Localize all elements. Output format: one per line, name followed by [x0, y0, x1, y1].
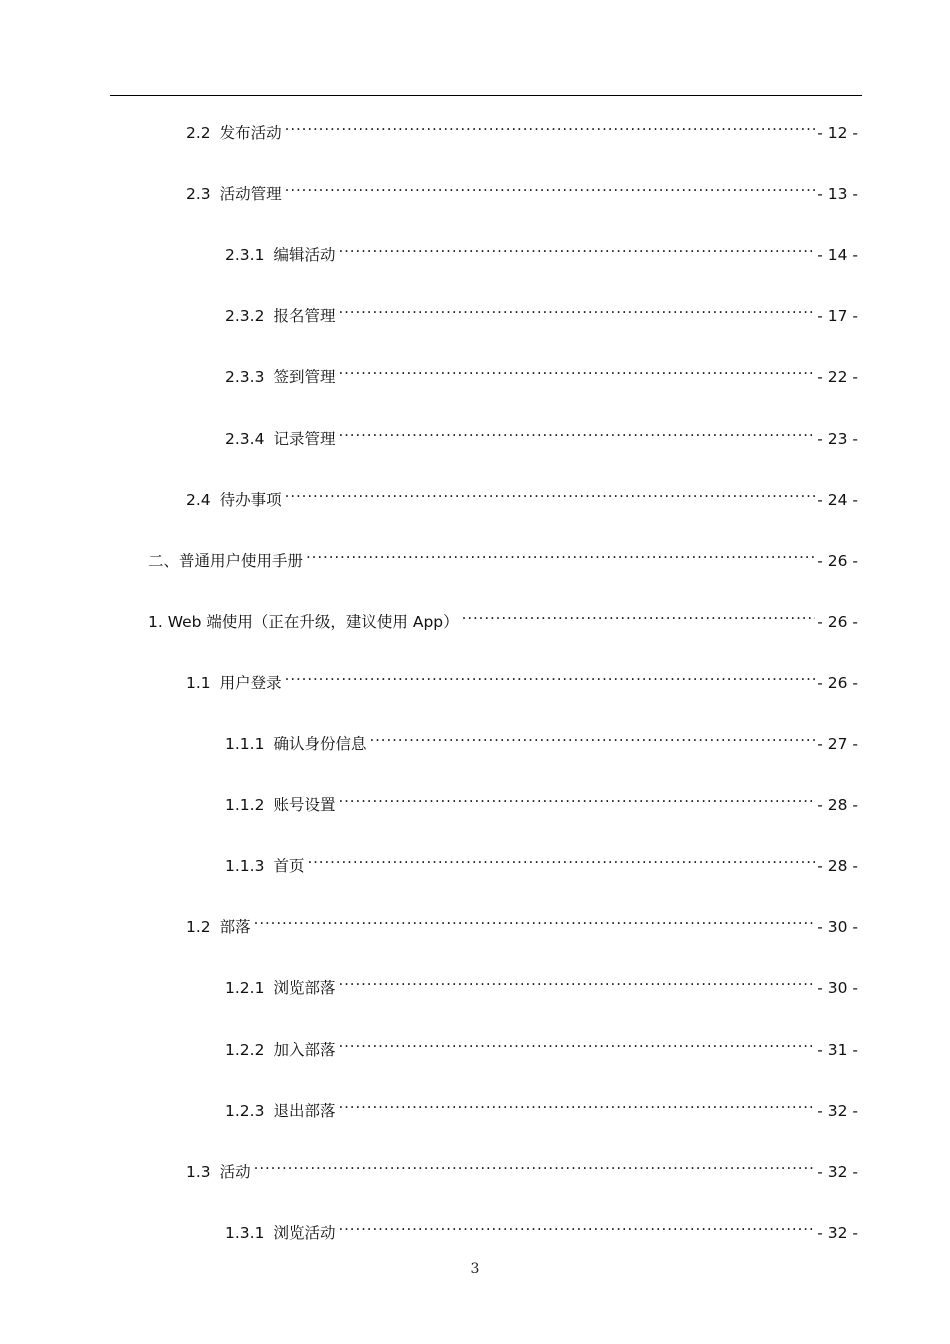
toc-entry-page: - 28 - [817, 796, 858, 814]
toc-entry-number: 1.2 [186, 918, 211, 936]
toc-entry-number: 2.4 [186, 491, 211, 509]
toc-entry-title: 首页 [273, 857, 305, 875]
toc-entry-number: 2.3 [186, 185, 211, 203]
dot-leader [285, 664, 816, 688]
toc-entry-page: - 23 - [817, 430, 858, 448]
toc-entry-title: 签到管理 [273, 368, 336, 386]
toc-entry[interactable] [225, 969, 858, 997]
toc-entry-number: 1.3 [186, 1163, 211, 1181]
toc-entry-title: 部落 [219, 918, 251, 936]
toc-entry[interactable] [225, 236, 858, 264]
toc-entry[interactable] [225, 1214, 858, 1242]
page-number: 3 [470, 1261, 480, 1277]
toc-entry-number: 2.3.2 [225, 307, 265, 325]
toc-entry-number: 1.1.2 [225, 796, 265, 814]
dot-leader [306, 542, 815, 566]
dot-leader [338, 1092, 815, 1116]
toc-entry-number: 2.3.4 [225, 430, 265, 448]
toc-entry-page: - 12 - [817, 124, 858, 142]
dot-leader [285, 175, 816, 199]
toc-entry-page: - 22 - [817, 368, 858, 386]
toc-entry-title: 用户登录 [219, 674, 282, 692]
toc-entry-page: - 30 - [817, 979, 858, 997]
toc-entry-page: - 30 - [817, 918, 858, 936]
toc-entry[interactable] [225, 420, 858, 448]
toc-entry-number: 1.2.1 [225, 979, 265, 997]
toc-entry-page: - 32 - [817, 1224, 858, 1242]
toc-entry[interactable] [186, 481, 858, 509]
toc-entry-number: 1.2.2 [225, 1041, 265, 1059]
toc-entry-title: 记录管理 [273, 430, 336, 448]
dot-leader [285, 481, 816, 505]
toc-entry-number: 1.1.1 [225, 735, 265, 753]
toc-entry-title: 浏览活动 [273, 1224, 336, 1242]
toc-entry-title: 发布活动 [219, 124, 282, 142]
dot-leader [338, 236, 815, 260]
dot-leader [338, 969, 815, 993]
toc-entry-title: 退出部落 [273, 1102, 336, 1120]
toc-entry-page: - 17 - [817, 307, 858, 325]
toc-entry[interactable] [186, 175, 858, 203]
toc-entry-number: 1.2.3 [225, 1102, 265, 1120]
toc-entry-page: - 24 - [817, 491, 858, 509]
toc-entry-title: 待办事项 [219, 491, 282, 509]
dot-leader [338, 786, 815, 810]
toc-entry[interactable] [225, 1092, 858, 1120]
dot-leader [254, 1153, 816, 1177]
toc-entry-page: - 26 - [817, 552, 858, 570]
toc-entry-page: - 31 - [817, 1041, 858, 1059]
toc-entry-number: 2.3.1 [225, 246, 265, 264]
toc-entry-title: 活动管理 [219, 185, 282, 203]
toc-entry-title: 账号设置 [273, 796, 336, 814]
toc-entry-page: - 32 - [817, 1163, 858, 1181]
dot-leader [338, 1031, 815, 1055]
toc-entry-title: 加入部落 [273, 1041, 336, 1059]
toc-entry-number: 2.3.3 [225, 368, 265, 386]
toc-entry-title: 编辑活动 [273, 246, 336, 264]
toc-entry[interactable] [148, 542, 858, 570]
toc-entry-title: 二、普通用户使用手册 [148, 552, 304, 570]
dot-leader [338, 358, 815, 382]
toc-entry-number: 1.1 [186, 674, 211, 692]
toc-entry-title: 确认身份信息 [273, 735, 367, 753]
toc-entry-title: 浏览部落 [273, 979, 336, 997]
toc-entry[interactable] [186, 908, 858, 936]
toc-entry-page: - 28 - [817, 857, 858, 875]
toc-entry[interactable] [186, 1153, 858, 1181]
dot-leader [307, 847, 815, 871]
toc-entry-page: - 13 - [817, 185, 858, 203]
toc-entry-page: - 26 - [817, 613, 858, 631]
toc-entry-number: 2.2 [186, 124, 211, 142]
toc-entry-title: 活动 [219, 1163, 251, 1181]
toc-entry-page: - 32 - [817, 1102, 858, 1120]
toc-entry-number: 1.1.3 [225, 857, 265, 875]
toc-entry-page: - 14 - [817, 246, 858, 264]
toc-entry-number: 1.3.1 [225, 1224, 265, 1242]
toc-entry-page: - 27 - [817, 735, 858, 753]
dot-leader [338, 1214, 815, 1238]
toc-entry[interactable] [148, 603, 858, 631]
toc-entry[interactable] [186, 114, 858, 142]
dot-leader [254, 908, 816, 932]
toc-entry-title: 1. Web 端使用（正在升级，建议使用 App） [148, 613, 459, 631]
toc-entry[interactable] [225, 297, 858, 325]
dot-leader [285, 114, 816, 138]
toc-entry-title: 报名管理 [273, 307, 336, 325]
dot-leader [462, 603, 816, 627]
toc-entry[interactable] [225, 725, 858, 753]
dot-leader [338, 420, 815, 444]
toc-entry[interactable] [225, 358, 858, 386]
dot-leader [338, 297, 815, 321]
dot-leader [369, 725, 815, 749]
toc-entry-page: - 26 - [817, 674, 858, 692]
toc-entry[interactable] [186, 664, 858, 692]
toc-entry[interactable] [225, 1031, 858, 1059]
toc-entry[interactable] [225, 847, 858, 875]
toc-entry[interactable] [225, 786, 858, 814]
